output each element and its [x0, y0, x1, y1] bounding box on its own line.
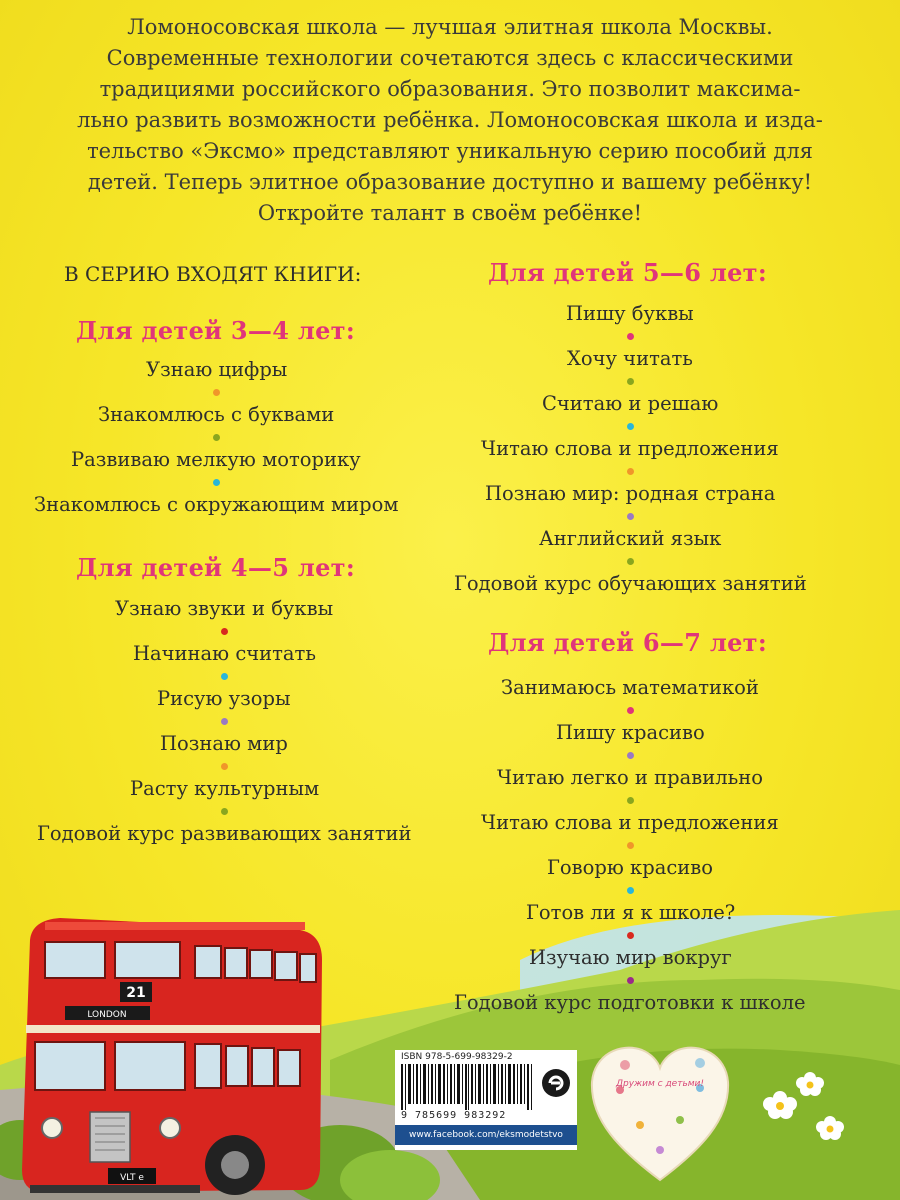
bullet-dot	[221, 628, 228, 635]
age-group-heading: Для детей 3—4 лет:	[76, 316, 355, 345]
bullet-dot	[213, 389, 220, 396]
book-title: Узнаю звуки и буквы	[115, 597, 334, 620]
bullet-dot	[627, 333, 634, 340]
bus-window	[195, 1044, 221, 1088]
bus-bumper	[30, 1185, 200, 1193]
bus-headlight	[160, 1118, 180, 1138]
bullet-dot	[627, 977, 634, 984]
barcode-digits: 9 785699 983292	[401, 1110, 507, 1121]
age-group-heading: Для детей 6—7 лет:	[488, 628, 767, 657]
book-title: Рисую узоры	[157, 687, 291, 710]
bus-window	[252, 1048, 274, 1086]
bullet-dot	[627, 797, 634, 804]
bus-window	[115, 1042, 185, 1090]
bus-window	[195, 946, 221, 978]
book-title: Знакомлюсь с буквами	[98, 403, 335, 426]
book-title: Читаю слова и предложения	[481, 437, 779, 460]
book-title: Читаю легко и правильно	[497, 766, 763, 789]
bus-route-number: 21	[126, 985, 146, 1001]
bus-headlight	[42, 1118, 62, 1138]
book-title: Расту культурным	[130, 777, 320, 800]
bus-grille	[90, 1112, 130, 1162]
bullet-dot	[627, 752, 634, 759]
bus-window	[250, 950, 272, 978]
bullet-dot	[221, 673, 228, 680]
bus-roof-shine	[45, 922, 305, 930]
book-title: Начинаю считать	[133, 642, 316, 665]
book-title: Пишу красиво	[556, 721, 705, 744]
red-bus	[22, 918, 322, 1195]
book-title: Познаю мир: родная страна	[485, 482, 776, 505]
intro-line: Откройте талант в своём ребёнке!	[257, 201, 643, 225]
bullet-dot	[221, 718, 228, 725]
book-title: Занимаюсь математикой	[501, 676, 759, 699]
bus-window	[225, 948, 247, 978]
barcode-icon	[401, 1064, 536, 1110]
bus-window	[115, 942, 180, 978]
book-title: Пишу буквы	[566, 302, 694, 325]
bullet-dot	[627, 513, 634, 520]
intro-line: тельство «Эксмо» представляют уникальную серию пособий для	[87, 139, 813, 163]
bullet-dot	[627, 378, 634, 385]
age-group-heading: Для детей 5—6 лет:	[488, 258, 767, 287]
book-title: Годовой курс подготовки к школе	[454, 991, 806, 1014]
intro-paragraph	[20, 12, 880, 229]
bus-window	[300, 954, 316, 982]
bus-band	[26, 1025, 320, 1033]
book-title: Считаю и решаю	[542, 392, 719, 415]
book-title: Говорю красиво	[547, 856, 713, 879]
bullet-dot	[627, 842, 634, 849]
heart-label: Дружим с детьми!	[615, 1079, 705, 1089]
book-title: Готов ли я к школе?	[526, 901, 736, 924]
bullet-dot	[627, 423, 634, 430]
bullet-dot	[627, 932, 634, 939]
intro-line: детей. Теперь элитное образование доступно и вашему ребёнку!	[87, 170, 813, 194]
bus-window	[35, 1042, 105, 1090]
eksmo-logo-icon	[541, 1068, 571, 1098]
book-title: Годовой курс обучающих занятий	[454, 572, 807, 595]
bus-plate-text: VLT e	[120, 1173, 144, 1183]
book-title: Английский язык	[539, 527, 722, 550]
bullet-dot	[627, 558, 634, 565]
bus-window	[278, 1050, 300, 1086]
intro-line: Ломоносовская школа — лучшая элитная школа Москвы.	[127, 15, 773, 39]
intro-line: Современные технологии сочетаются здесь с классическими	[106, 46, 794, 70]
book-title: Знакомлюсь с окружающим миром	[34, 493, 399, 516]
bus-window	[275, 952, 297, 980]
bullet-dot	[213, 434, 220, 441]
book-title: Читаю слова и предложения	[481, 811, 779, 834]
book-title: Изучаю мир вокруг	[529, 946, 732, 969]
bullet-dot	[213, 479, 220, 486]
age-group-heading: Для детей 4—5 лет:	[76, 553, 355, 582]
book-title: Развиваю мелкую моторику	[71, 448, 361, 471]
isbn-number: ISBN 978-5-699-98329-2	[401, 1052, 513, 1062]
bus-destination: LONDON	[87, 1010, 127, 1020]
book-title: Хочу читать	[567, 347, 693, 370]
series-heading: В СЕРИЮ ВХОДЯТ КНИГИ:	[64, 262, 362, 286]
intro-line: традициями российского образования. Это позволит максима-	[99, 77, 801, 101]
bus-window	[45, 942, 105, 978]
intro-line: льно развить возможности ребёнка. Ломоносовская школа и изда-	[77, 108, 823, 132]
book-title: Годовой курс развивающих занятий	[37, 822, 412, 845]
bullet-dot	[627, 887, 634, 894]
bullet-dot	[221, 763, 228, 770]
facebook-link[interactable]: www.facebook.com/eksmodetstvo	[395, 1125, 577, 1145]
bullet-dot	[627, 468, 634, 475]
bullet-dot	[221, 808, 228, 815]
bus-window	[226, 1046, 248, 1086]
book-title: Познаю мир	[160, 732, 288, 755]
book-title: Узнаю цифры	[146, 358, 288, 381]
bullet-dot	[627, 707, 634, 714]
